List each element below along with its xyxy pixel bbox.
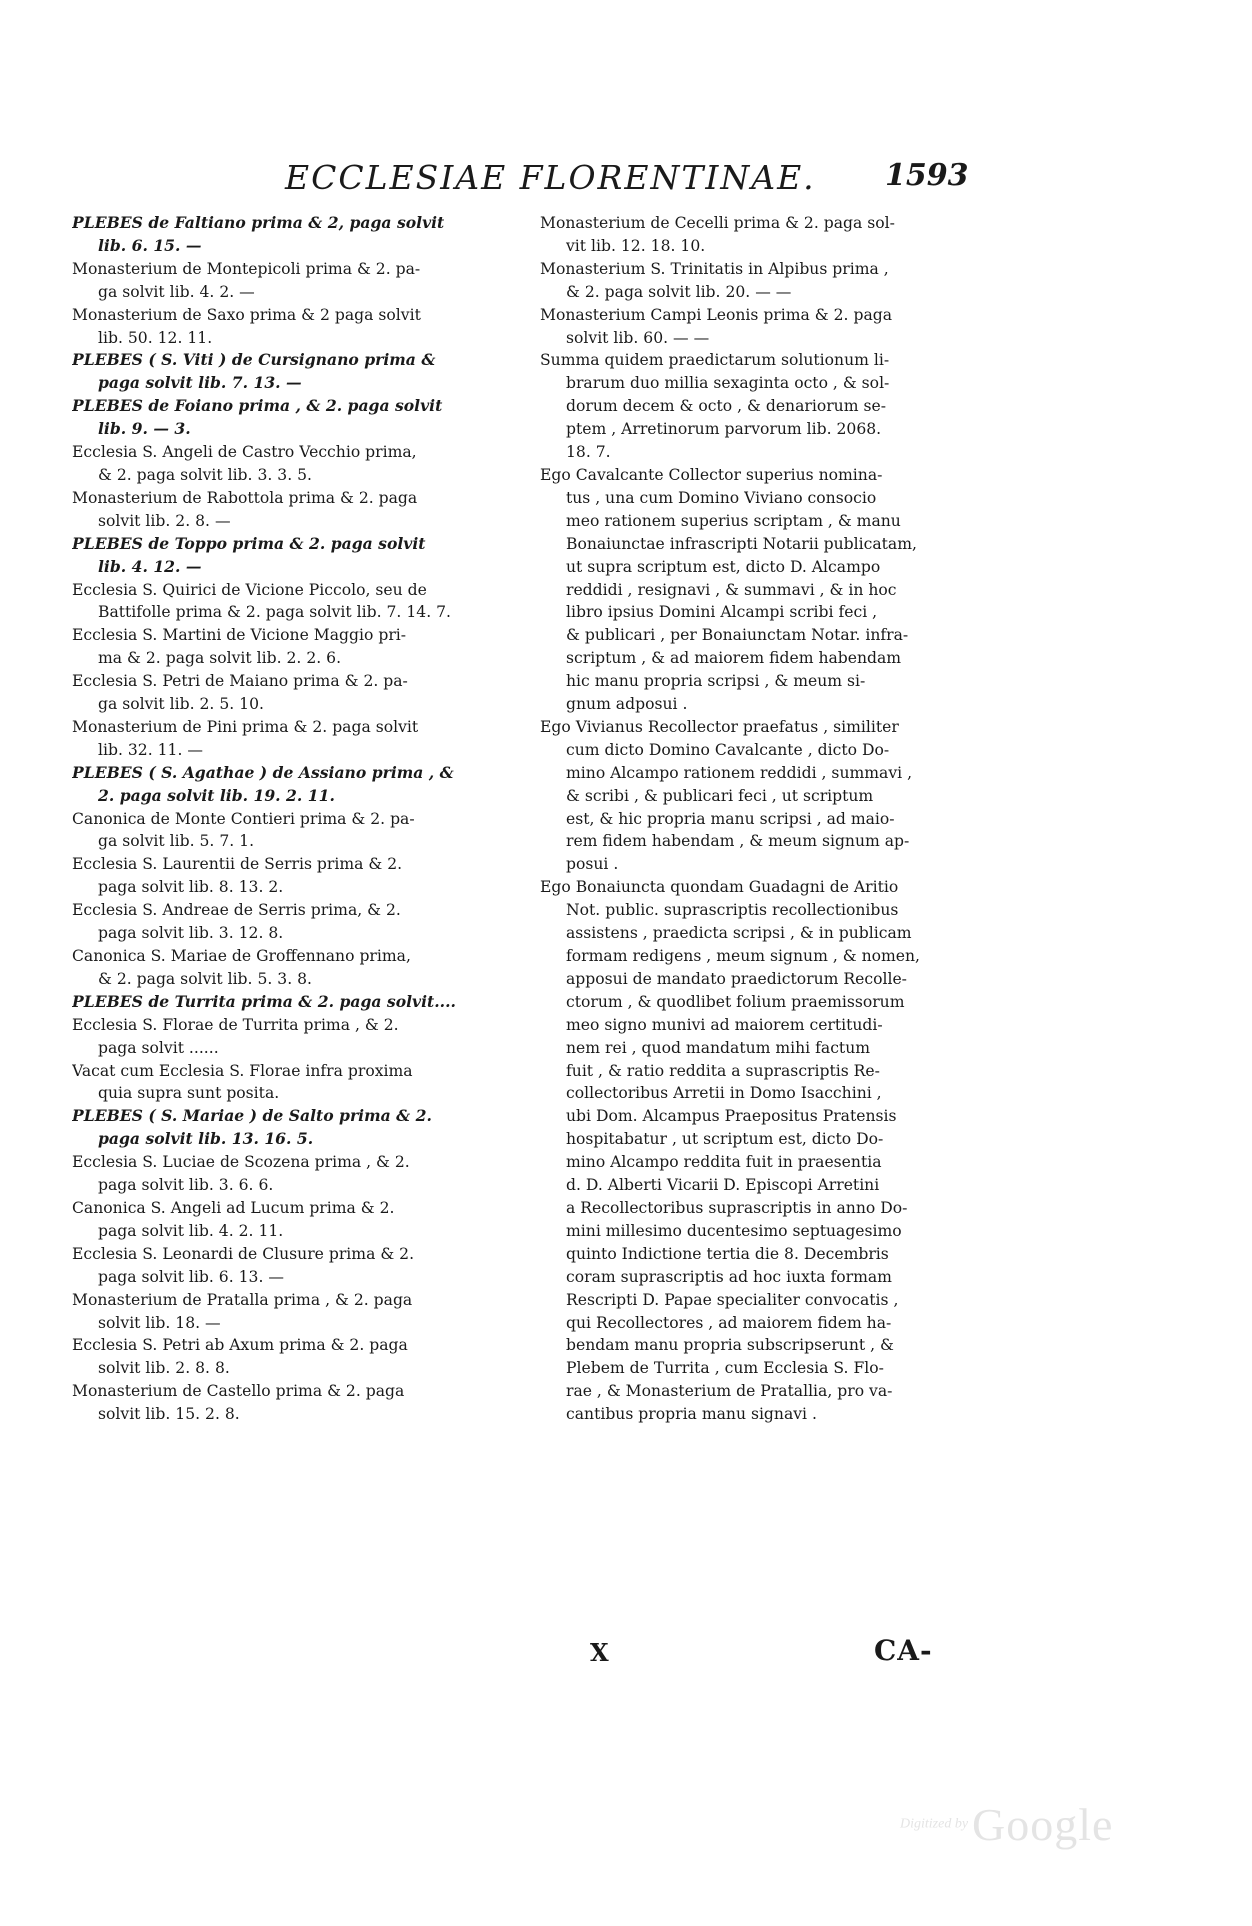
entry-line: Monasterium de Saxo prima & 2 paga solvit xyxy=(72,305,421,324)
register-entry xyxy=(72,1289,518,1335)
register-entry xyxy=(72,853,518,899)
register-entry xyxy=(540,349,1008,464)
entry-line: meo signo munivi ad maiorem certitudi- xyxy=(566,1015,883,1034)
register-entry xyxy=(72,1334,518,1380)
entry-line: apposui de mandato praedictorum Recolle- xyxy=(566,969,907,988)
entry-line: PLEBES de Foiano prima , & 2. paga solvit xyxy=(72,396,443,416)
entry-line: lib. 6. 15. — xyxy=(98,235,202,255)
entry-line: Ecclesia S. Petri de Maiano prima & 2. pa- xyxy=(72,672,408,691)
entry-line: paga solvit lib. 13. 16. 5. xyxy=(98,1129,314,1149)
entry-line: ut supra scriptum est, dicto D. Alcampo xyxy=(566,557,881,576)
register-entry xyxy=(72,395,518,441)
entry-line: Monasterium Campi Leonis prima & 2. paga xyxy=(540,305,893,324)
entry-line: Bonaiunctae infrascripti Notarii publicatam, xyxy=(566,534,917,553)
entry-line: Ego Vivianus Recollector praefatus , similiter xyxy=(540,717,899,736)
register-entry xyxy=(540,258,1008,304)
entry-line: Monasterium de Cecelli prima & 2. paga sol- xyxy=(540,214,895,232)
register-entry xyxy=(72,1105,518,1151)
entry-line: Vacat cum Ecclesia S. Florae infra proxima xyxy=(72,1061,413,1080)
entry-line: paga solvit lib. 4. 2. 11. xyxy=(98,1221,284,1240)
entry-line: paga solvit ...... xyxy=(98,1038,219,1057)
entry-line: Ecclesia S. Laurentii de Serris prima & 2. xyxy=(72,855,403,874)
signature-mark: X xyxy=(590,1638,609,1667)
entry-line: Ecclesia S. Quirici de Vicione Piccolo, seu de xyxy=(72,580,427,599)
entry-line: lib. 4. 12. — xyxy=(98,556,202,576)
entry-line: qui Recollectores , ad maiorem fidem ha- xyxy=(566,1313,892,1332)
entry-line: gnum adposui . xyxy=(566,695,688,714)
entry-line: & scribi , & publicari feci , ut scriptum xyxy=(566,786,874,805)
entry-line: reddidi , resignavi , & summavi , & in hoc xyxy=(566,580,897,599)
entry-line: mino Alcampo rationem reddidi , summavi , xyxy=(566,763,913,782)
entry-line: Ecclesia S. Florae de Turrita prima , & 2. xyxy=(72,1015,399,1034)
entry-line: lib. 9. — 3. xyxy=(98,419,191,439)
entry-line: Ecclesia S. Luciae de Scozena prima , & 2. xyxy=(72,1153,410,1172)
entry-line: nem rei , quod mandatum mihi factum xyxy=(566,1038,871,1057)
entry-line: d. D. Alberti Vicarii D. Episcopi Arretini xyxy=(566,1176,880,1195)
entry-line: mino Alcampo reddita fuit in praesentia xyxy=(566,1153,882,1172)
entry-line: solvit lib. 2. 8. — xyxy=(98,511,231,530)
entry-line: formam redigens , meum signum , & nomen, xyxy=(566,947,921,965)
entry-line: Not. public. suprascriptis recollectionibus xyxy=(566,901,899,920)
entry-line: solvit lib. 18. — xyxy=(98,1313,221,1332)
entry-line: tus , una cum Domino Viviano consocio xyxy=(566,488,877,507)
entry-line: solvit lib. 2. 8. 8. xyxy=(98,1359,230,1378)
entry-line: Monasterium S. Trinitatis in Alpibus prima , xyxy=(540,259,889,278)
entry-line: PLEBES de Toppo prima & 2. paga solvit xyxy=(72,533,426,553)
entry-line: Monasterium de Castello prima & 2. paga xyxy=(72,1382,405,1401)
entry-line: Ecclesia S. Andreae de Serris prima, & 2. xyxy=(72,901,401,920)
entry-line: lib. 32. 11. — xyxy=(98,740,203,759)
entry-line: Battifolle prima & 2. paga solvit lib. 7. 14. 7. xyxy=(98,603,451,622)
register-entry xyxy=(72,991,518,1014)
entry-line: Ego Bonaiuncta quondam Guadagni de Aritio xyxy=(540,878,899,897)
entry-line: & publicari , per Bonaiunctam Notar. infra- xyxy=(566,626,909,645)
entry-line: paga solvit lib. 7. 13. — xyxy=(98,373,302,393)
entry-line: cantibus propria manu signavi . xyxy=(566,1405,817,1424)
register-entry xyxy=(72,258,518,304)
entry-line: meo rationem superius scriptam , & manu xyxy=(566,511,901,530)
register-entry xyxy=(72,1014,518,1060)
watermark-prefix: Digitized by xyxy=(900,1816,969,1832)
entry-line: Ecclesia S. Petri ab Axum prima & 2. paga xyxy=(72,1336,408,1355)
register-entry xyxy=(72,1243,518,1289)
register-entry xyxy=(72,349,518,395)
register-entry xyxy=(72,1060,518,1106)
entry-line: solvit lib. 60. — — xyxy=(566,328,710,347)
entry-line: cum dicto Domino Cavalcante , dicto Do- xyxy=(566,740,890,759)
entry-line: ptem , Arretinorum parvorum lib. 2068. xyxy=(566,420,882,439)
register-entry xyxy=(72,212,518,258)
register-entry xyxy=(72,899,518,945)
entry-line: coram suprascriptis ad hoc iuxta formam xyxy=(566,1267,892,1286)
register-entry xyxy=(540,716,1008,876)
entry-line: posui . xyxy=(566,855,619,874)
register-entry xyxy=(72,624,518,670)
entry-line: Canonica de Monte Contieri prima & 2. pa- xyxy=(72,809,415,828)
register-entry xyxy=(540,304,1008,350)
entry-line: PLEBES de Faltiano prima & 2, paga solvit xyxy=(72,213,445,232)
register-entry xyxy=(72,670,518,716)
entry-line: scriptum , & ad maiorem fidem habendam xyxy=(566,649,902,668)
entry-line: est, & hic propria manu scripsi , ad maio- xyxy=(566,809,895,828)
entry-line: Monasterium de Pratalla prima , & 2. paga xyxy=(72,1290,413,1309)
register-entry xyxy=(72,762,518,808)
register-entry xyxy=(72,487,518,533)
entry-line: paga solvit lib. 3. 6. 6. xyxy=(98,1176,274,1195)
entry-line: PLEBES ( S. Viti ) de Cursignano prima & xyxy=(72,350,436,370)
entry-line: quinto Indictione tertia die 8. Decembris xyxy=(566,1244,889,1263)
entry-line: rae , & Monasterium de Pratallia, pro va- xyxy=(566,1382,893,1401)
digitized-by-watermark xyxy=(900,1798,1113,1851)
entry-line: libro ipsius Domini Alcampi scribi feci , xyxy=(566,603,878,622)
entry-line: Monasterium de Pini prima & 2. paga solvit xyxy=(72,717,419,736)
page-number: 1593 xyxy=(885,158,969,193)
register-entry xyxy=(72,441,518,487)
entry-line: & 2. paga solvit lib. 20. — — xyxy=(566,282,792,301)
register-entry xyxy=(72,1151,518,1197)
entry-line: PLEBES ( S. Mariae ) de Salto prima & 2. xyxy=(72,1106,432,1126)
entry-line: solvit lib. 15. 2. 8. xyxy=(98,1405,240,1424)
catchword: CA- xyxy=(874,1634,933,1667)
register-entry xyxy=(72,1380,518,1426)
right-column xyxy=(540,212,1008,1426)
entry-line: vit lib. 12. 18. 10. xyxy=(566,236,706,255)
entry-line: dorum decem & octo , & denariorum se- xyxy=(566,397,886,416)
entry-line: a Recollectoribus suprascriptis in anno Do- xyxy=(566,1198,908,1217)
entry-line: collectoribus Arretii in Domo Isacchini , xyxy=(566,1084,882,1103)
register-entry xyxy=(72,808,518,854)
entry-line: fuit , & ratio reddita a suprascriptis Re- xyxy=(566,1061,880,1080)
entry-line: bendam manu propria subscripserunt , & xyxy=(566,1336,894,1355)
register-entry xyxy=(540,212,1008,258)
entry-line: mini millesimo ducentesimo septuagesimo xyxy=(566,1221,902,1240)
entry-line: Canonica S. Angeli ad Lucum prima & 2. xyxy=(72,1198,395,1217)
entry-line: rem fidem habendam , & meum signum ap- xyxy=(566,832,910,851)
entry-line: & 2. paga solvit lib. 5. 3. 8. xyxy=(98,969,313,988)
entry-line: hospitabatur , ut scriptum est, dicto Do- xyxy=(566,1130,884,1149)
register-entry xyxy=(540,464,1008,716)
entry-line: paga solvit lib. 3. 12. 8. xyxy=(98,924,284,943)
entry-line: ga solvit lib. 4. 2. — xyxy=(98,282,255,301)
register-entry xyxy=(540,876,1008,1426)
entry-line: PLEBES de Turrita prima & 2. paga solvit.... xyxy=(72,991,456,1011)
register-entry xyxy=(72,1197,518,1243)
entry-line: ga solvit lib. 5. 7. 1. xyxy=(98,832,255,851)
entry-line: Monasterium de Rabottola prima & 2. paga xyxy=(72,488,418,507)
entry-line: 18. 7. xyxy=(566,443,611,462)
running-header-title: ECCLESIAE FLORENTINAE. xyxy=(285,158,816,197)
entry-line: Monasterium de Montepicoli prima & 2. pa- xyxy=(72,259,421,278)
entry-line: Ecclesia S. Leonardi de Clusure prima & 2. xyxy=(72,1244,415,1263)
entry-line: quia supra sunt posita. xyxy=(98,1084,280,1103)
entry-line: Plebem de Turrita , cum Ecclesia S. Flo- xyxy=(566,1359,884,1378)
entry-line: brarum duo millia sexaginta octo , & sol- xyxy=(566,374,890,393)
entry-line: ga solvit lib. 2. 5. 10. xyxy=(98,695,264,714)
entry-line: Ecclesia S. Angeli de Castro Vecchio prima, xyxy=(72,443,417,462)
watermark-brand: Google xyxy=(972,1799,1114,1850)
register-entry xyxy=(72,533,518,579)
entry-line: paga solvit lib. 8. 13. 2. xyxy=(98,878,284,897)
entry-line: assistens , praedicta scripsi , & in publicam xyxy=(566,924,912,943)
register-entry xyxy=(72,304,518,350)
register-entry xyxy=(72,716,518,762)
entry-line: & 2. paga solvit lib. 3. 3. 5. xyxy=(98,465,313,484)
entry-line: ctorum , & quodlibet folium praemissorum xyxy=(566,992,905,1011)
entry-line: ma & 2. paga solvit lib. 2. 2. 6. xyxy=(98,649,342,668)
entry-line: hic manu propria scripsi , & meum si- xyxy=(566,672,866,691)
entry-line: 2. paga solvit lib. 19. 2. 11. xyxy=(98,785,335,805)
entry-line: lib. 50. 12. 11. xyxy=(98,328,213,347)
entry-line: Ego Cavalcante Collector superius nomina- xyxy=(540,465,883,484)
entry-line: Canonica S. Mariae de Groffennano prima, xyxy=(72,947,411,965)
entry-line: Summa quidem praedictarum solutionum li- xyxy=(540,351,890,370)
register-entry xyxy=(72,945,518,991)
entry-line: PLEBES ( S. Agathae ) de Assiano prima , & xyxy=(72,762,454,782)
register-entry xyxy=(72,579,518,625)
entry-line: paga solvit lib. 6. 13. — xyxy=(98,1267,284,1286)
entry-line: Ecclesia S. Martini de Vicione Maggio pri- xyxy=(72,626,407,645)
entry-line: Rescripti D. Papae specialiter convocatis , xyxy=(566,1290,899,1309)
entry-line: ubi Dom. Alcampus Praepositus Pratensis xyxy=(566,1107,897,1126)
left-column xyxy=(72,212,518,1426)
